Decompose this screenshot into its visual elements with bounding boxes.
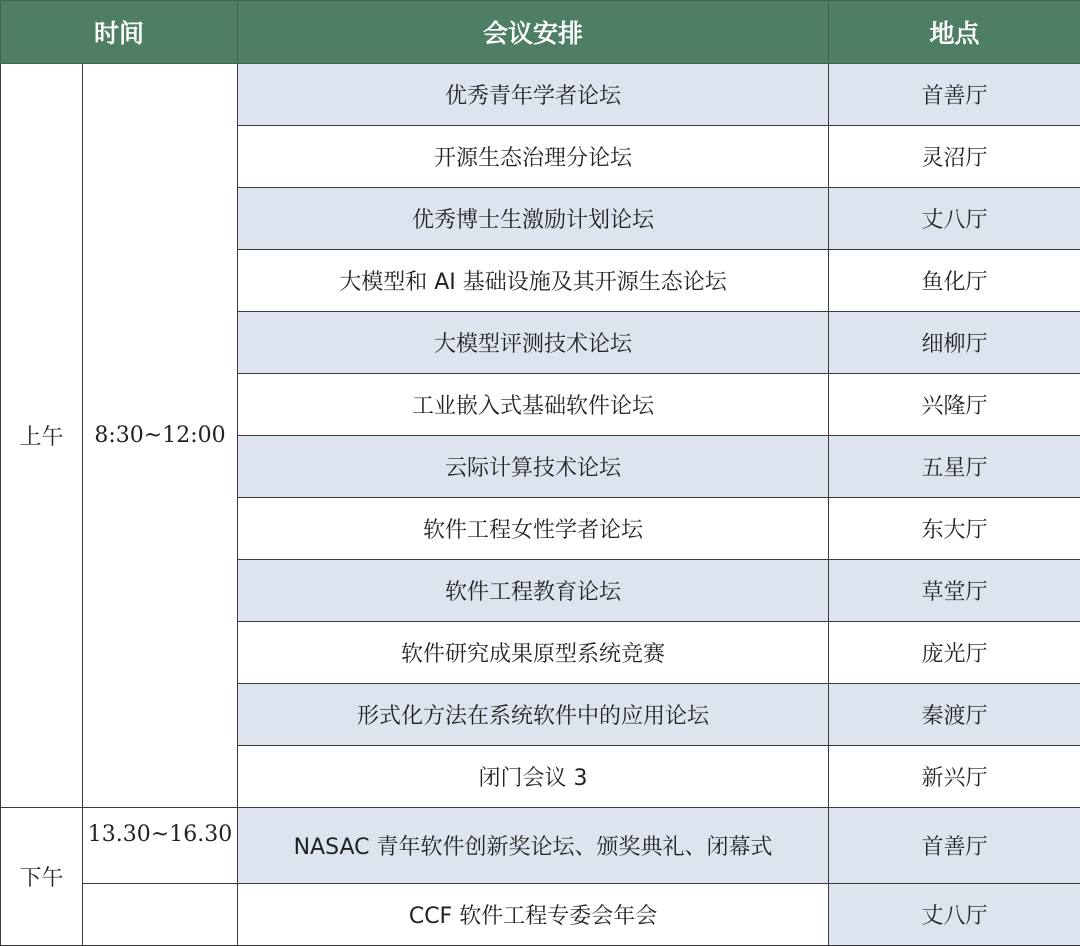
session-cell: 形式化方法在系统软件中的应用论坛 [238,684,829,746]
table-row [1,884,1080,946]
venue-cell: 首善厅 [829,808,1080,884]
venue-cell: 秦渡厅 [829,684,1080,746]
session-cell: CCF 软件工程专委会年会 [238,884,829,946]
session-cell: 云际计算技术论坛 [238,436,829,498]
session-cell: 软件研究成果原型系统竞赛 [238,622,829,684]
venue-cell: 鱼化厅 [829,250,1080,312]
venue-cell: 五星厅 [829,436,1080,498]
period-afternoon: 下午 [1,808,83,946]
header-row [1,1,1080,64]
session-cell: 开源生态治理分论坛 [238,126,829,188]
venue-cell: 兴隆厅 [829,374,1080,436]
session-cell: 软件工程女性学者论坛 [238,498,829,560]
venue-cell: 东大厅 [829,498,1080,560]
venue-cell: 丈八厅 [829,884,1080,946]
time-morning: 8:30~12:00 [83,64,238,808]
venue-cell: 庞光厅 [829,622,1080,684]
session-cell: 大模型和 AI 基础设施及其开源生态论坛 [238,250,829,312]
header-time: 时间 [1,1,238,64]
header-venue: 地点 [829,1,1080,64]
session-cell: 优秀青年学者论坛 [238,64,829,126]
table-row [1,808,1080,884]
session-cell: 优秀博士生激励计划论坛 [238,188,829,250]
session-cell: NASAC 青年软件创新奖论坛、颁奖典礼、闭幕式 [238,808,829,884]
table-row [1,64,1080,126]
session-cell: 大模型评测技术论坛 [238,312,829,374]
time-afternoon: 13.30~16.30 [83,808,238,884]
header-session: 会议安排 [238,1,829,64]
session-cell: 软件工程教育论坛 [238,560,829,622]
time-afternoon-empty [83,884,238,946]
venue-cell: 首善厅 [829,64,1080,126]
venue-cell: 细柳厅 [829,312,1080,374]
session-cell: 工业嵌入式基础软件论坛 [238,374,829,436]
venue-cell: 灵沼厅 [829,126,1080,188]
venue-cell: 新兴厅 [829,746,1080,808]
venue-cell: 丈八厅 [829,188,1080,250]
venue-cell: 草堂厅 [829,560,1080,622]
session-cell: 闭门会议 3 [238,746,829,808]
period-morning: 上午 [1,64,83,808]
